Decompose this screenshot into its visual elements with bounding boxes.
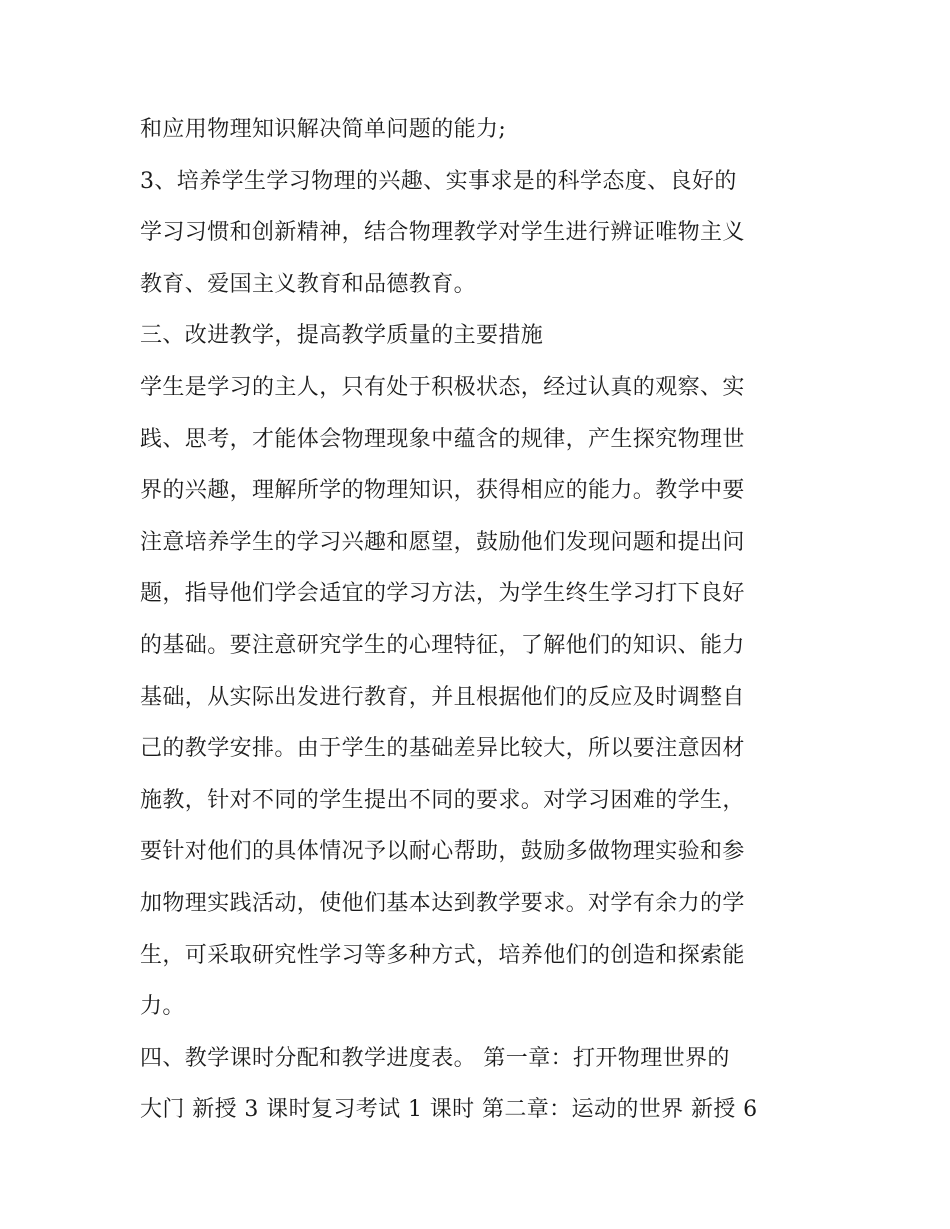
text-line: 3、培养学生学习物理的兴趣、实事求是的科学态度、良好的 <box>140 168 737 194</box>
text-line: 学生是学习的主人，只有处于积极状态，经过认真的观察、实 <box>140 374 745 400</box>
section-heading: 三、改进教学，提高教学质量的主要措施 <box>140 323 544 349</box>
text-line: 教育、爱国主义教育和品德教育。 <box>140 271 477 297</box>
text-line: 大门 新授 3 课时复习考试 1 课时 第二章：运动的世界 新授 6 <box>140 1097 758 1123</box>
text-line: 题，指导他们学会适宜的学习方法，为学生终生学习打下良好 <box>140 581 745 607</box>
text-line: 学习习惯和创新精神，结合物理教学对学生进行辨证唯物主义 <box>140 220 745 246</box>
text-line: 施教，针对不同的学生提出不同的要求。对学习困难的学生， <box>140 787 745 813</box>
text-line: 生，可采取研究性学习等多种方式，培养他们的创造和探索能 <box>140 942 745 968</box>
text-line: 界的兴趣，理解所学的物理知识，获得相应的能力。教学中要 <box>140 478 745 504</box>
text-line: 的基础。要注意研究学生的心理特征，了解他们的知识、能力 <box>140 632 745 658</box>
text-line: 基础，从实际出发进行教育，并且根据他们的反应及时调整自 <box>140 684 745 710</box>
section-heading: 四、教学课时分配和教学进度表。 第一章：打开物理世界的 <box>140 1045 730 1071</box>
text-line: 力。 <box>140 994 185 1020</box>
text-line: 注意培养学生的学习兴趣和愿望，鼓励他们发现问题和提出问 <box>140 529 745 555</box>
text-line: 加物理实践活动，使他们基本达到教学要求。对学有余力的学 <box>140 890 745 916</box>
text-line: 和应用物理知识解决简单问题的能力; <box>140 117 507 142</box>
text-line: 要针对他们的具体情况予以耐心帮助，鼓励多做物理实验和参 <box>140 839 745 865</box>
body-text <box>140 104 820 1136</box>
text-line: 己的教学安排。由于学生的基础差异比较大，所以要注意因材 <box>140 736 745 762</box>
text-line: 践、思考，才能体会物理现象中蕴含的规律，产生探究物理世 <box>140 426 745 452</box>
